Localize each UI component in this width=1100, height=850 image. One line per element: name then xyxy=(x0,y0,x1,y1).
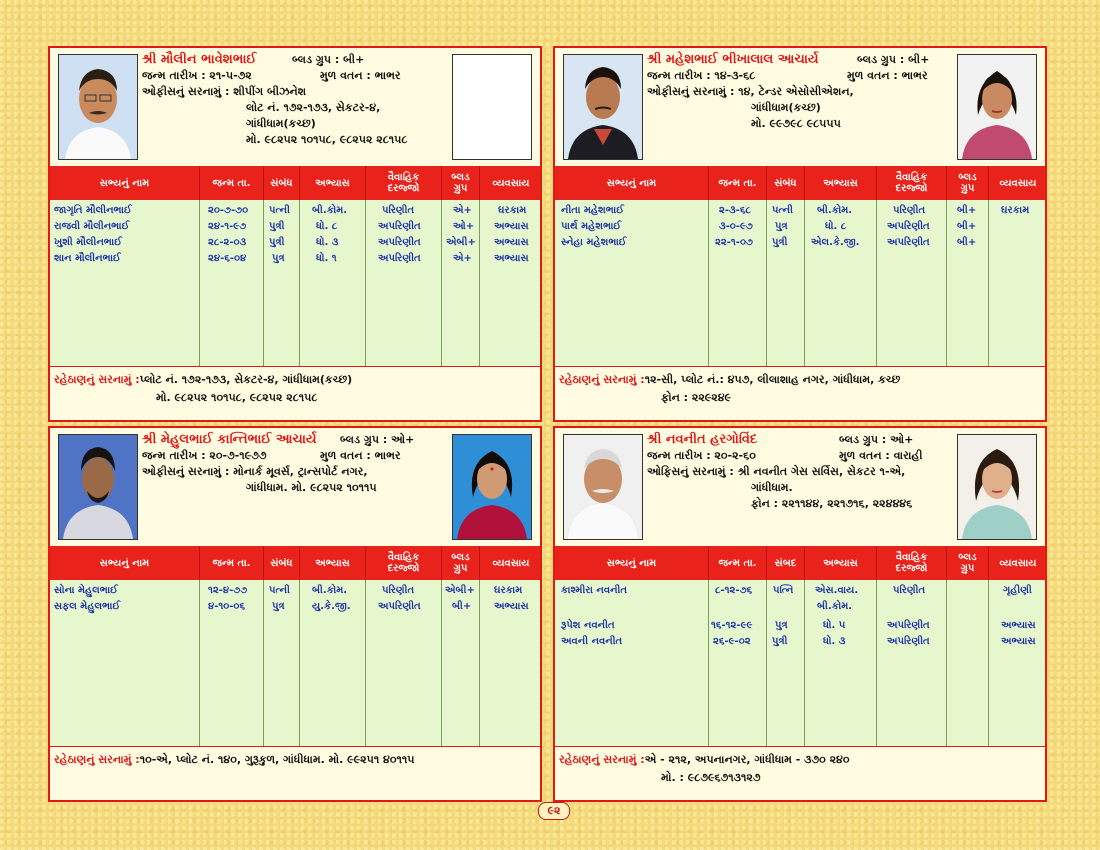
col-rel-header: સંબંધ xyxy=(767,166,805,200)
address-line-1: એ - ૨૧૨, અપનાનગર, ગાંધીધામ - ૩૭૦ ૨૪૦ xyxy=(644,753,850,766)
member-rel: પુત્રી xyxy=(772,237,788,248)
member-dob: ૮-૧૨-૭૬ xyxy=(715,585,753,596)
address-label: રહેઠાણનું સરનામું : xyxy=(54,753,140,766)
head-name: શ્રી નવનીત હરગોવિંદ xyxy=(647,432,758,447)
member-edu: બી.કોમ. xyxy=(817,205,853,216)
member-edu: એલ.કે.જી. xyxy=(811,237,860,248)
dob-line: જન્મ તારીખ : ૨૧-૫-૭૨ xyxy=(142,69,252,82)
dob-line: જન્મ તારીખ : ૨૦-૨-૬૦ xyxy=(647,449,756,462)
head-name: શ્રી મેહુલભાઈ કાન્તિભાઈ આચાર્ય xyxy=(142,432,317,447)
office-line-2: ગાંધીધામ(કચ્છ) xyxy=(751,101,821,114)
family-card-1 xyxy=(48,46,542,422)
member-table xyxy=(50,200,540,366)
blood-group: બ્લડ ગ્રુપ : ઓ+ xyxy=(340,433,415,446)
col-blood-header: બ્લડ ગ્રુપ xyxy=(947,166,989,200)
member-name: પાર્થ મહેશભાઈ xyxy=(561,221,622,232)
member-dob: ૧૬-૧૨-૯૯ xyxy=(711,620,753,631)
address-line-1: પ્લોટ નં. ૧૭૨-૧૭૩, સેકટર-૪, ગાંધીધામ(કચ્છ) xyxy=(139,373,353,386)
card-header xyxy=(555,428,1045,546)
member-blood: ઓ+ xyxy=(453,221,475,232)
head-name: શ્રી મહેશભાઈ ભીખાલાલ આચાર્ય xyxy=(647,52,819,67)
family-card-3 xyxy=(48,426,542,802)
col-dob-header: જન્મ તા. xyxy=(200,546,264,580)
col-rel-header: સંબંધ xyxy=(264,166,300,200)
member-edu: ધો. ૩ xyxy=(823,636,846,647)
member-edu: યુ.કે.જી. xyxy=(312,601,351,612)
member-edu: ધો. ૫ xyxy=(823,620,846,631)
residence-address xyxy=(555,746,1045,803)
member-occ: ગૃહીણી xyxy=(1003,585,1032,596)
member-occ: અભ્યાસ xyxy=(494,221,529,232)
card-header xyxy=(50,48,540,166)
blood-group: બ્લડ ગ્રુપ : બી+ xyxy=(857,53,930,66)
native-line: મુળ વતન : ભાભર xyxy=(320,449,401,462)
col-name-header: સભ્યનું નામ xyxy=(555,166,709,200)
member-marital: પરિણીત xyxy=(893,205,926,216)
member-name: શાન મૌલીનભાઈ xyxy=(54,253,121,264)
residence-address xyxy=(50,746,540,803)
office-line-2: લોટ નં. ૧૭૨-૧૭૩, સેકટર-૪, xyxy=(246,101,381,114)
member-marital: અપરિણીત xyxy=(378,237,421,248)
head-name: શ્રી મૌલીન ભાવેશભાઈ xyxy=(142,52,257,67)
member-blood: એ+ xyxy=(453,253,472,264)
col-name-header: સભ્યનું નામ xyxy=(50,166,200,200)
card-header xyxy=(555,48,1045,166)
col-name-header: સભ્યનું નામ xyxy=(50,546,200,580)
col-occ-header: વ્યવસાય xyxy=(999,177,1037,189)
member-marital: અપરિણીત xyxy=(887,636,930,647)
spouse-photo-placeholder xyxy=(452,54,532,160)
member-rel: પત્નિ xyxy=(773,585,794,596)
blood-group: બ્લડ ગ્રુપ : બી+ xyxy=(292,53,365,66)
member-table xyxy=(555,200,1045,366)
family-card-4 xyxy=(553,426,1047,802)
member-rel: પુત્ર xyxy=(775,221,788,232)
col-occ-header: વ્યવસાય xyxy=(492,177,530,189)
member-marital: અપરિણીત xyxy=(887,237,930,248)
dob-line: જન્મ તારીખ : ૧૪-૩-૬૮ xyxy=(647,69,756,82)
member-table xyxy=(50,580,540,746)
col-marital-header: વૈવાહિક દરજ્જો xyxy=(366,546,442,580)
member-blood: એબી+ xyxy=(445,585,475,596)
address-label: રહેઠાણનું સરનામું : xyxy=(559,753,645,766)
native-line: મુળ વતન : ભાભર xyxy=(847,69,928,82)
member-name: અવની નવનીત xyxy=(561,636,623,647)
member-name: નીતા મહેશભાઈ xyxy=(561,205,624,216)
head-photo xyxy=(563,434,643,540)
member-marital: અપરિણીત xyxy=(887,620,930,631)
col-dob-header: જન્મ તા. xyxy=(200,166,264,200)
table-header xyxy=(555,546,1045,580)
col-blood-header: બ્લડ ગ્રુપ xyxy=(442,166,480,200)
table-header xyxy=(50,166,540,200)
col-rel-header: સંબદ xyxy=(767,546,805,580)
member-rel: પુત્રી xyxy=(269,237,285,248)
member-blood: બી+ xyxy=(957,205,977,216)
member-occ: અભ્યાસ xyxy=(494,253,529,264)
member-rel: પુત્ર xyxy=(272,601,285,612)
member-edu: ધો. ૮ xyxy=(316,221,338,232)
native-line: મુળ વતન : ભાભર xyxy=(320,69,401,82)
member-occ: ઘરકામ xyxy=(498,205,527,216)
member-rel: પત્ની xyxy=(269,205,290,216)
office-line: ઓફીસનું સરનામું : ૧૪, ટેન્ડર એસોસીએશન, xyxy=(647,85,854,98)
member-edu: બી.કોમ. xyxy=(312,585,348,596)
member-dob: ૩-૦-૯૭ xyxy=(719,221,753,232)
member-marital: પરિણીત xyxy=(893,585,926,596)
col-edu-header: અભ્યાસ xyxy=(805,166,877,200)
address-line-2: મો. ૯૮૨૫૨ ૧૦૧૫૮, ૯૮૨૫૨ ૨૮૧૫૮ xyxy=(156,391,318,404)
member-marital: અપરિણીત xyxy=(378,221,421,232)
member-name: કાશ્મીરા નવનીત xyxy=(561,585,628,596)
member-blood: એબી+ xyxy=(446,237,476,248)
head-photo xyxy=(58,54,138,160)
member-name: રૂપેશ નવનીત xyxy=(561,620,615,631)
family-card-2 xyxy=(553,46,1047,422)
col-occ-header: વ્યવસાય xyxy=(999,557,1037,569)
address-line-1: ૧૨-સી, પ્લોટ નં.: ૪૫૭, લીલાશાહ નગર, ગાંધીધામ, કચ્છ xyxy=(644,373,901,386)
member-blood: બી+ xyxy=(957,221,977,232)
member-dob: ૨૮-૨-૦૩ xyxy=(208,237,247,248)
native-line: મુળ વતન : વારાહી xyxy=(839,449,923,462)
member-blood: બી+ xyxy=(452,601,472,612)
member-dob: ૨૪-૧-૯૭ xyxy=(208,221,247,232)
col-rel-header: સંબંધ xyxy=(264,546,300,580)
address-line-2: મો. : ૯૮૭૯૬૭૧૩૧૨૭ xyxy=(661,771,761,784)
office-line: ઓફીસનું સરનામું : શીપીંગ બીઝનેશ xyxy=(142,85,307,98)
member-dob: ૨૦-૭-૭૦ xyxy=(208,205,249,216)
col-marital-header: વૈવાહિક દરજ્જો xyxy=(366,166,442,200)
member-occ: ઘરકામ xyxy=(1001,205,1030,216)
col-dob-header: જન્મ તા. xyxy=(709,166,767,200)
member-rel: પુત્રી xyxy=(269,221,285,232)
member-name: જાગૃતિ મૌલીનભાઈ xyxy=(54,205,132,216)
member-blood: એ+ xyxy=(453,205,472,216)
member-name: સોના મેહુલભાઈ xyxy=(54,585,118,596)
member-marital: પરિણીત xyxy=(382,205,415,216)
residence-address xyxy=(555,366,1045,423)
member-occ: ઘરકામ xyxy=(494,585,523,596)
member-blood: બી+ xyxy=(957,237,977,248)
address-label: રહેઠાણનું સરનામું : xyxy=(559,373,645,386)
blood-group: બ્લડ ગ્રુપ : ઓ+ xyxy=(839,433,914,446)
member-occ: અભ્યાસ xyxy=(1001,620,1036,631)
member-table xyxy=(555,580,1045,746)
member-marital: અપરિણીત xyxy=(887,221,930,232)
member-rel: પત્ની xyxy=(772,205,793,216)
member-dob: ૪-૧૦-૦૬ xyxy=(208,601,246,612)
member-edu: એસ.વાય. xyxy=(815,585,859,596)
member-marital: અપરિણીત xyxy=(378,601,421,612)
member-edu: બી.કોમ. xyxy=(312,205,348,216)
member-dob: ૨૨-૧-૦૭ xyxy=(715,237,753,248)
office-line: ઓફિસનું સરનામું : શ્રી નવનીત ગેસ સર્વિસ, સેકટર ૧-એ, xyxy=(647,465,906,478)
col-edu-header: અભ્યાસ xyxy=(805,546,877,580)
col-name-header: સભ્યનું નામ xyxy=(555,546,709,580)
office-line-3: ગાંધીધામ(કચ્છ) xyxy=(246,117,316,130)
residence-address xyxy=(50,366,540,423)
office-line-2: ગાંધીધામ. xyxy=(751,481,793,494)
member-occ: અભ્યાસ xyxy=(1001,636,1036,647)
col-dob-header: જન્મ તા. xyxy=(709,546,767,580)
address-label: રહેઠાણનું સરનામું : xyxy=(54,373,140,386)
member-edu: બી.કોમ. xyxy=(817,601,853,612)
table-header xyxy=(555,166,1045,200)
member-name: સ્નેહા મહેશભાઈ xyxy=(561,237,627,248)
spouse-photo xyxy=(957,54,1037,160)
office-line-3: મો. ૯૯૭૯૮ ૯૮૫૫૫ xyxy=(751,117,841,130)
office-line: ઓફીસનું સરનામું : મોનાર્ક મૂવર્સ, ટ્રાન્સપોર્ટ નગર, xyxy=(142,465,368,478)
member-dob: ૨-૩-૬૮ xyxy=(719,205,751,216)
spouse-photo xyxy=(957,434,1037,540)
member-edu: ધો. ૧ xyxy=(316,253,337,264)
member-marital: અપરિણીત xyxy=(378,253,421,264)
member-dob: ૨૪-૬-૦૪ xyxy=(208,253,247,264)
member-edu: ધો. ૩ xyxy=(316,237,339,248)
head-photo xyxy=(58,434,138,540)
col-marital-header: વૈવાહિક દરજ્જો xyxy=(877,546,947,580)
address-line-2: ફોન : ૨૨૯૨૪૯ xyxy=(661,391,732,404)
member-occ: અભ્યાસ xyxy=(494,237,529,248)
dob-line: જન્મ તારીખ : ૨૦-૭-૧૯૭૭ xyxy=(142,449,267,462)
member-dob: ૨૬-૯-૦૨ xyxy=(713,636,751,647)
member-rel: પુત્રી xyxy=(772,636,788,647)
member-edu: ધો. ૮ xyxy=(825,221,847,232)
col-marital-header: વૈવાહિક દરજ્જો xyxy=(877,166,947,200)
head-photo xyxy=(563,54,643,160)
col-blood-header: બ્લડ ગ્રુપ xyxy=(947,546,989,580)
page-number: ૯૨ xyxy=(538,802,570,820)
col-edu-header: અભ્યાસ xyxy=(300,546,366,580)
spouse-photo xyxy=(452,434,532,540)
member-rel: પુત્ર xyxy=(272,253,285,264)
member-rel: પુત્ર xyxy=(775,620,788,631)
col-occ-header: વ્યવસાય xyxy=(492,557,530,569)
address-line-1: ૧૦-એ, પ્લોટ નં. ૧૪૦, ગુરૂકુળ, ગાંધીધામ. મો. ૯૯૨૫૧ ૪૦૧૧૫ xyxy=(139,753,415,766)
office-line-3: ફોન : ૨૨૧૧૪૪, ૨૨૧૭૧૬, ૨૨૪૪૪૬ xyxy=(751,497,913,510)
col-edu-header: અભ્યાસ xyxy=(300,166,366,200)
member-name: સફલ મેહુલભાઈ xyxy=(54,601,121,612)
col-blood-header: બ્લડ ગ્રુપ xyxy=(442,546,480,580)
table-header xyxy=(50,546,540,580)
member-rel: પત્ની xyxy=(269,585,290,596)
office-line-4: મો. ૯૮૨૫૨ ૧૦૧૫૮, ૯૮૨૫૨ ૨૮૧૫૮ xyxy=(246,133,408,146)
member-dob: ૧૨-૪-૭૭ xyxy=(208,585,248,596)
office-line-2: ગાંધીધામ. મો. ૯૮૨૫૨ ૧૦૧૧૫ xyxy=(246,481,377,494)
member-marital: પરિણીત xyxy=(382,585,415,596)
card-header xyxy=(50,428,540,546)
member-name: ખુશી મૌલીનભાઈ xyxy=(54,237,122,248)
member-name: રાજવી મૌલીનભાઈ xyxy=(54,221,130,232)
member-occ: અભ્યાસ xyxy=(494,601,529,612)
